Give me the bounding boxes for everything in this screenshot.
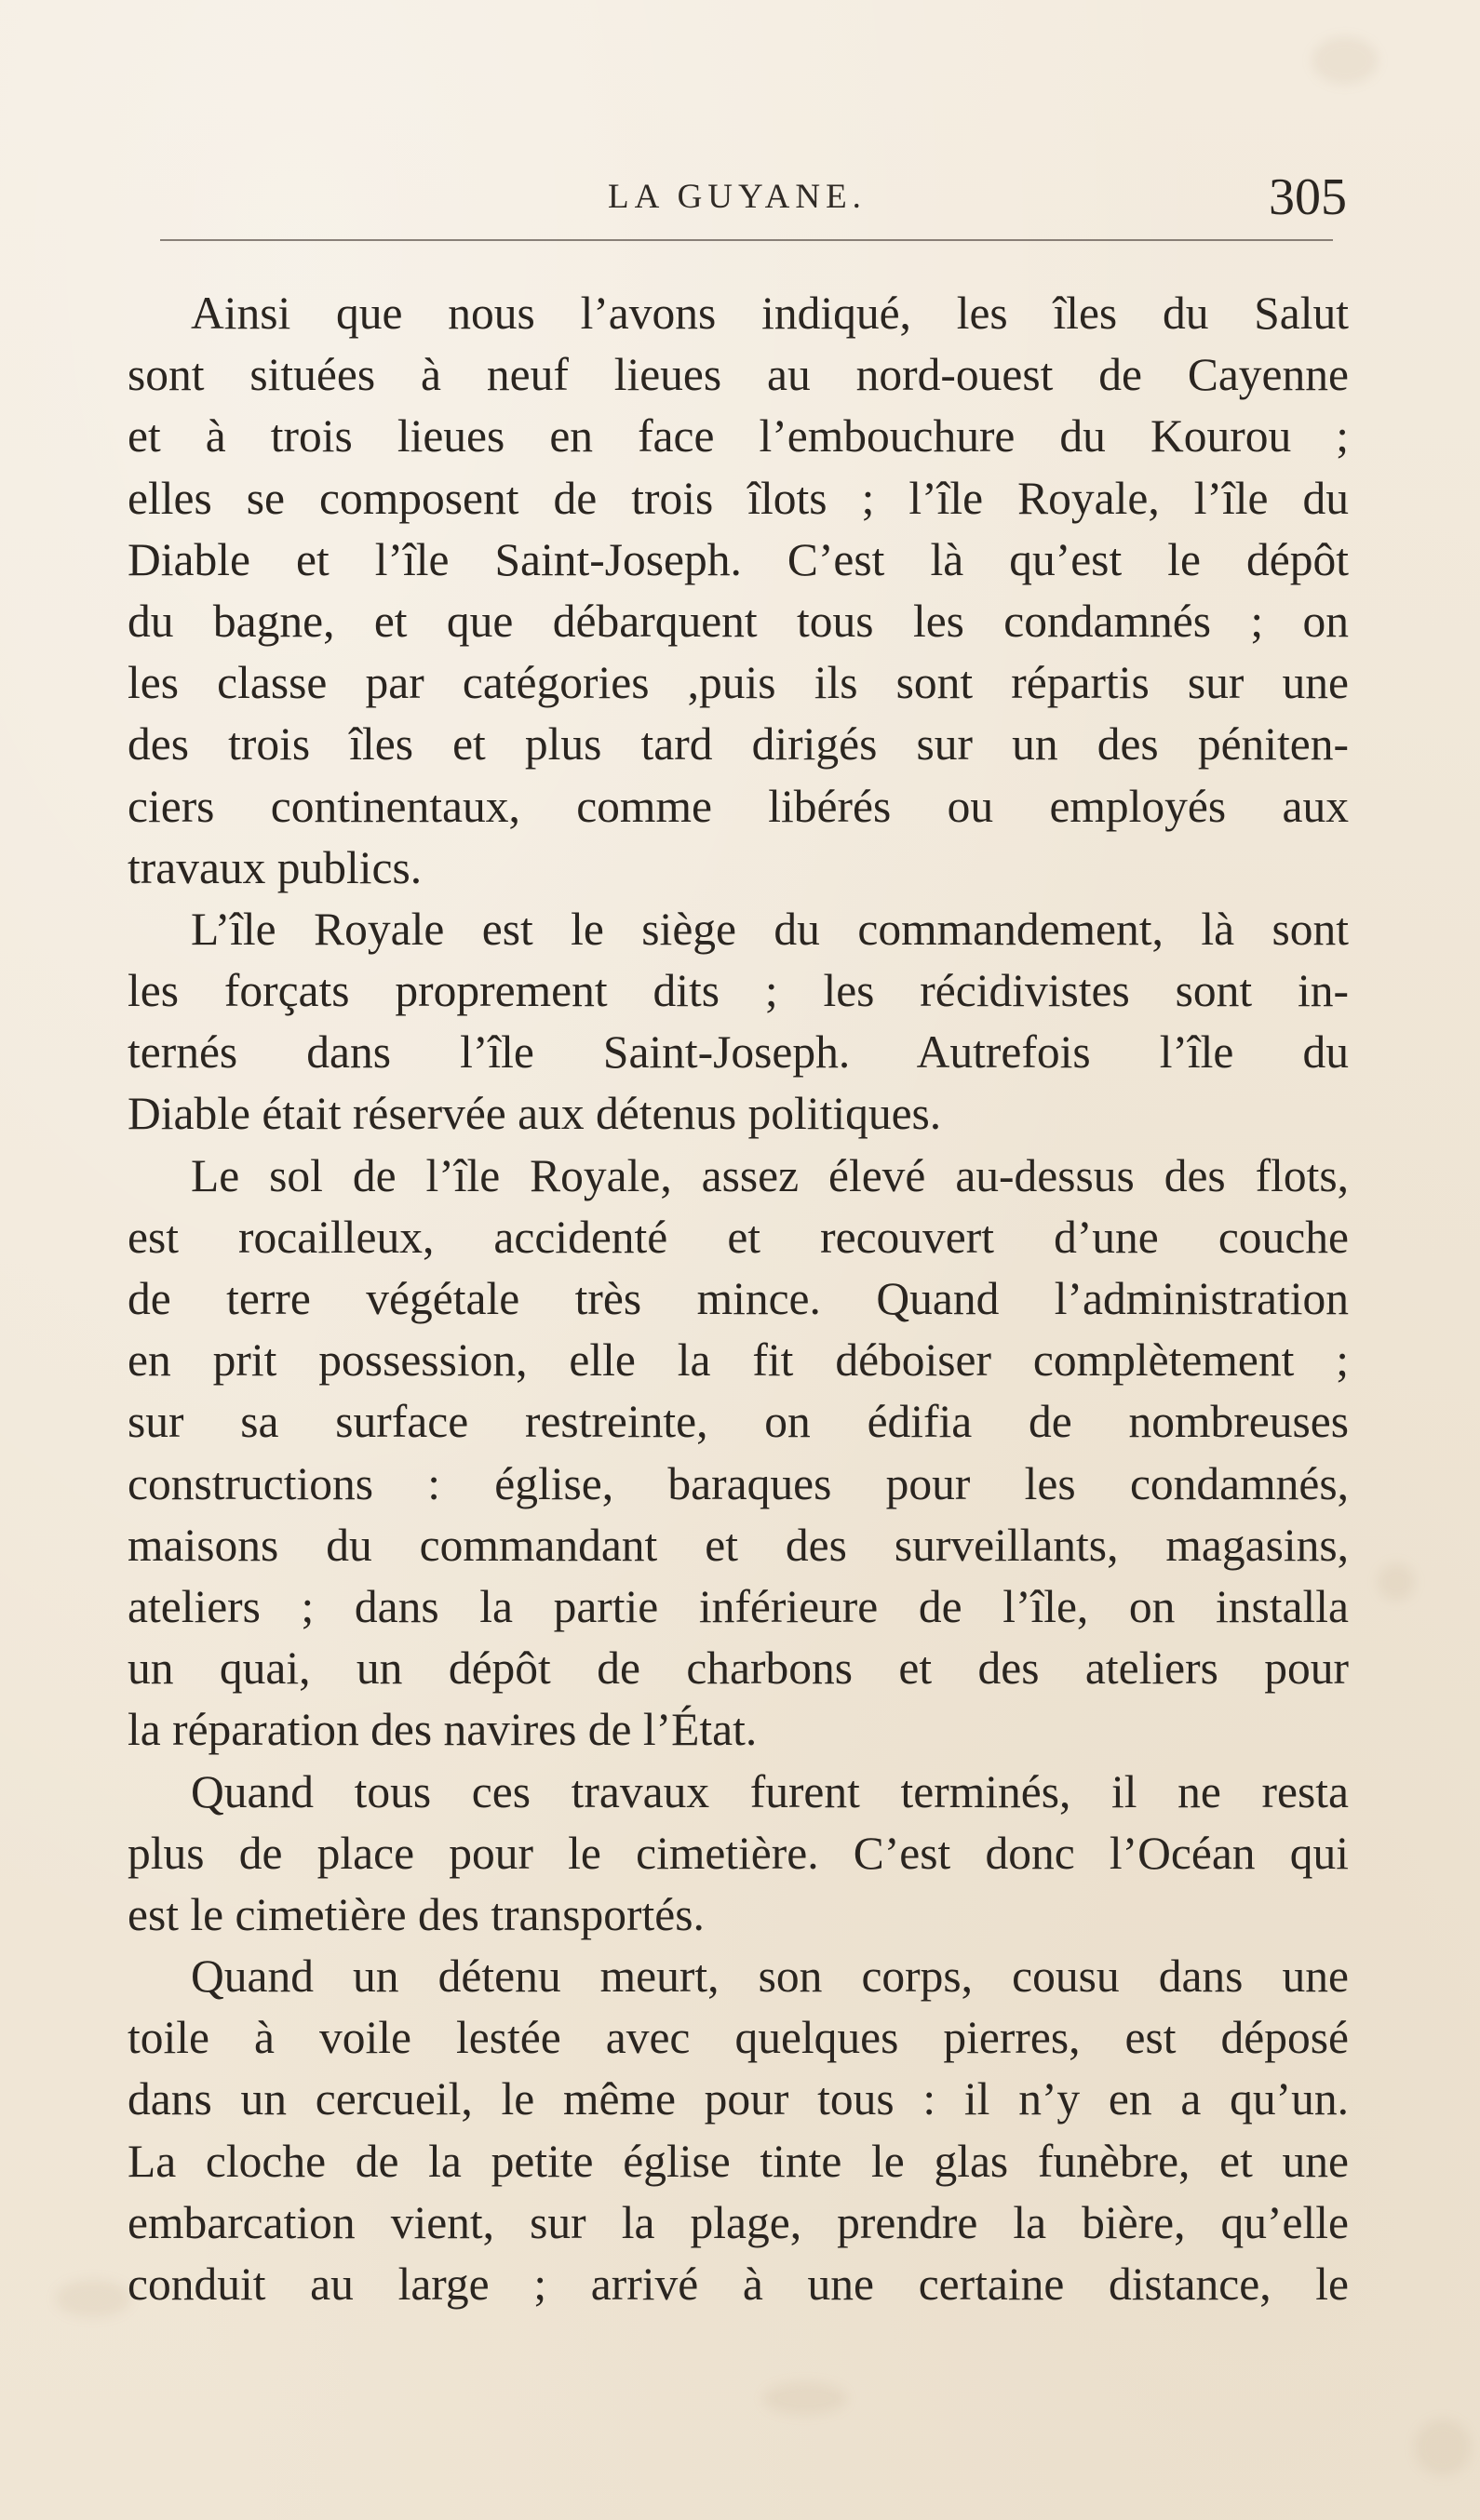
text-line: de terre végétale très mince. Quand l’administration xyxy=(128,1273,1349,1324)
text-line: du bagne, et que débarquent tous les condamnés ; on xyxy=(128,595,1349,647)
text-line: Quand tous ces travaux furent terminés, il ne resta xyxy=(191,1765,1349,1817)
text-line: La cloche de la petite église tinte le glas funèbre, et une xyxy=(128,2135,1349,2187)
text-line: constructions : église, baraques pour les condamnés, xyxy=(128,1457,1349,1509)
text-line: Ainsi que nous l’avons indiqué, les îles du Salut xyxy=(191,288,1349,339)
text-line: la réparation des navires de l’État. xyxy=(128,1704,758,1756)
text-line: embarcation vient, sur la plage, prendre la bière, qu’elle xyxy=(128,2196,1349,2248)
text-line: maisons du commandant et des surveillants, magasins, xyxy=(128,1519,1349,1571)
text-line: Diable était réservée aux détenus politiques. xyxy=(128,1088,942,1140)
text-line: dans un cercueil, le même pour tous : il n’y en a qu’un. xyxy=(128,2073,1349,2125)
text-line: travaux publics. xyxy=(128,841,423,893)
text-line: elles se composent de trois îlots ; l’île Royale, l’île du xyxy=(128,472,1349,524)
text-line: Le sol de l’île Royale, assez élevé au-dessus des flots, xyxy=(191,1149,1349,1201)
text-line: en prit possession, elle la fit déboiser complètement ; xyxy=(128,1334,1349,1387)
text-line: un quai, un dépôt de charbons et des ateliers pour xyxy=(128,1642,1349,1695)
text-line: toile à voile lestée avec quelques pierres, est déposé xyxy=(128,2012,1349,2064)
text-line: est rocailleux, accidenté et recouvert d’une couche xyxy=(128,1211,1349,1263)
text-line: ciers continentaux, comme libérés ou employés aux xyxy=(128,780,1349,832)
page-number: 305 xyxy=(1269,168,1347,226)
text-line: conduit au large ; arrivé à une certaine distance, le xyxy=(128,2259,1349,2310)
text-line: sur sa surface restreinte, on édifia de nombreuses xyxy=(128,1396,1349,1448)
running-head xyxy=(128,168,1347,242)
text-line: les forçats proprement dits ; les récidivistes sont in- xyxy=(128,965,1349,1017)
text-line: sont situées à neuf lieues au nord-ouest de Cayenne xyxy=(128,349,1349,401)
running-title: LA GUYANE. xyxy=(608,178,867,216)
text-line: ternés dans l’île Saint-Joseph. Autrefois l’île du xyxy=(128,1026,1349,1079)
text-line: et à trois lieues en face l’embouchure du Kourou ; xyxy=(128,410,1349,462)
text-line: est le cimetière des transportés. xyxy=(128,1888,705,1940)
text-line: plus de place pour le cimetière. C’est donc l’Océan qui xyxy=(128,1827,1349,1879)
text-line: Quand un détenu meurt, son corps, cousu dans une xyxy=(191,1950,1349,2003)
text-line: des trois îles et plus tard dirigés sur un des péniten- xyxy=(128,718,1349,771)
text-line: Diable et l’île Saint-Joseph. C’est là qu’est le dépôt xyxy=(128,533,1349,585)
header-rule xyxy=(160,239,1333,241)
text-line: ateliers ; dans la partie inférieure de l’île, on installa xyxy=(128,1580,1349,1632)
text-line: les classe par catégories ,puis ils sont répartis sur une xyxy=(128,657,1349,709)
body-text xyxy=(128,283,1349,2315)
text-line: L’île Royale est le siège du commandement, là sont xyxy=(191,903,1349,955)
